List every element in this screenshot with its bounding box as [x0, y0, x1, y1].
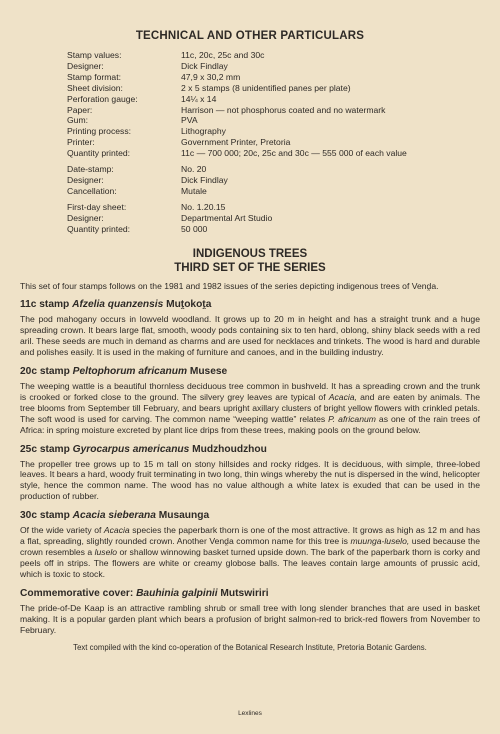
- credit-line: Text compiled with the kind co-operation of the Botanical Research Institute, Pretoria Botanic Gardens.: [73, 643, 427, 653]
- text-run: or shallow winnowing basket turned upside down. The bark of the paperbark thorn is corky and peels off in strips. The flowers are white or creamy globose balls. The leaves contain large amounts of prussic acid, which is toxic to stock.: [20, 547, 480, 579]
- spec-value: Harrison — not phosphorus coated and no watermark: [181, 104, 386, 115]
- local-name: Mutswiriri: [217, 587, 269, 599]
- scientific-name: Gyrocarpus americanus: [72, 443, 190, 455]
- local-name: Musese: [187, 366, 228, 378]
- spec-value: Mutale: [181, 185, 207, 196]
- spec-label: Stamp values:: [67, 50, 122, 60]
- spec-value: 11c, 20c, 25c and 30c: [181, 50, 265, 60]
- spec-label: Stamp format:: [67, 71, 121, 82]
- spec-value: 14¼ x 14: [181, 93, 217, 104]
- spec-value: No. 1.20.15: [181, 201, 226, 212]
- section-heading: [20, 247, 480, 275]
- spec-value: Dick Findlay: [181, 174, 228, 185]
- spec-row: [67, 126, 480, 137]
- spec-value: Dick Findlay: [181, 60, 228, 71]
- italic-run: luselo: [94, 547, 118, 557]
- spec-label: Designer:: [67, 174, 104, 185]
- spec-label: Quantity printed:: [67, 223, 131, 234]
- spec-value: Lithography: [181, 126, 226, 137]
- spec-group-stamps: [67, 50, 480, 159]
- local-name: Mudzhoudzhou: [189, 443, 267, 455]
- spec-row: [67, 115, 480, 126]
- text-run: as one of the rain trees of Africa: in spring moisture excreted by plant lice drips from these trees, making pools on the ground below.: [20, 413, 481, 435]
- spec-row: [67, 186, 480, 197]
- stamp-prefix: 30c stamp: [20, 510, 73, 522]
- spec-label: Perforation gauge:: [67, 93, 138, 104]
- spec-value: 50 000: [181, 223, 208, 234]
- text-run: and are eaten by animals. The tree blooms from September till February, and bears upright axillary clusters of bright yellow flowers with crinkled petals. The soft wood is used for carving. The common name “weeping wattle” relates: [20, 391, 480, 424]
- local-name: Musaunga: [155, 510, 210, 522]
- spec-label: Sheet division:: [67, 82, 123, 93]
- text-run: used because the crown resembles a: [20, 536, 480, 557]
- scientific-name: Bauhinia galpinii: [136, 587, 218, 599]
- spec-row: [67, 105, 480, 116]
- spec-group-firstday: [67, 202, 480, 235]
- section-title-sub: THIRD SET OF THE SERIES: [174, 261, 326, 274]
- spec-row: [67, 148, 480, 159]
- stamp-prefix: 11c stamp: [20, 299, 73, 311]
- spec-group-datestamp: [67, 164, 480, 197]
- spec-label: Cancellation:: [67, 185, 117, 196]
- spec-row: [67, 213, 480, 224]
- spec-row: [67, 72, 480, 83]
- spec-row: [67, 137, 480, 148]
- stamp-prefix: 25c stamp: [20, 443, 73, 455]
- scientific-name: Peltophorum africanum: [72, 366, 188, 378]
- spec-label: Paper:: [67, 104, 93, 115]
- text-run: Of the wide variety of: [20, 525, 104, 536]
- spec-label: Gum:: [67, 115, 89, 126]
- spec-label: Designer:: [67, 60, 104, 71]
- italic-run: P. africanum: [328, 413, 376, 424]
- stamp-heading-30c: [20, 510, 480, 522]
- section-title-main: INDIGENOUS TREES: [192, 247, 308, 260]
- italic-run: muunga-luselo,: [350, 536, 410, 547]
- spec-label: Quantity printed:: [67, 148, 131, 159]
- spec-row: [67, 224, 480, 235]
- stamp-description-11c: The pod mahogany occurs in lowveld woodland. It grows up to 20 m in height and has a straight trunk and a huge spreading crown. It bears large flat, smooth, woody pods containing six to ten hard, oblong, shiny black seeds with a red aril. These seeds are much in demand as charms and are used for necklaces and trinkets. The wood is hard and durable and polishes easily. It is used in the making of furniture and canoes, and in the building industry.: [20, 314, 480, 358]
- text-run: species the paperbark thorn is one of the most attractive. It grows as high as 12 m and has a flat, spreading, slightly rounded crown. Another Venḓa common name for this tree is: [20, 525, 481, 547]
- spec-row: [67, 175, 480, 186]
- spec-row: [67, 61, 480, 72]
- stamp-heading-11c: [20, 299, 480, 311]
- page-title: TECHNICAL AND OTHER PARTICULARS: [135, 30, 365, 42]
- spec-row: [67, 164, 480, 175]
- stamp-description-30c: [20, 525, 480, 580]
- spec-label: Printing process:: [67, 126, 132, 137]
- stamp-prefix: 20c stamp: [20, 366, 73, 378]
- spec-label: First-day sheet:: [67, 201, 127, 212]
- spec-label: Designer:: [67, 212, 104, 223]
- cover-description: The pride-of-De Kaap is an attractive rambling shrub or small tree with long slender branches that are used in basket making. It is a popular garden plant which bears a profusion of bright salmon-red to brick-red flowers from November to February.: [20, 602, 480, 635]
- italic-run: Acacia,: [328, 391, 357, 402]
- text-run: The weeping wattle is a beautiful thornless deciduous tree common in bushveld. It has a spreading crown and the trunk is crooked or forked close to the ground. The silvery grey leaves are typical of: [20, 381, 480, 402]
- spec-value: 2 x 5 stamps (8 unidentified panes per plate): [181, 82, 351, 93]
- spec-label: Date-stamp:: [67, 164, 114, 175]
- printer-footer: Lexlines: [238, 710, 262, 717]
- spec-value: No. 20: [181, 164, 207, 175]
- spec-row: [67, 83, 480, 94]
- italic-run: Acacia: [103, 525, 130, 536]
- cover-heading: [20, 588, 480, 600]
- spec-row: [67, 50, 480, 61]
- stamp-heading-20c: [20, 366, 480, 378]
- stamp-prefix: Commemorative cover:: [20, 587, 137, 599]
- spec-value: Government Printer, Pretoria: [181, 137, 291, 148]
- intro-paragraph: This set of four stamps follows on the 1981 and 1982 issues of the series depicting indigenous trees of Venḓa.: [20, 280, 439, 291]
- spec-value: 11c — 700 000; 20c, 25c and 30c — 555 000 of each value: [181, 148, 407, 159]
- stamp-description-20c: [20, 381, 480, 436]
- spec-row: [67, 94, 480, 105]
- stamp-description-25c: The propeller tree grows up to 15 m tall on stony hillsides and rocky ridges. It is deciduous, with simple, three-lobed leaves. It bears a hard, woody fruit terminating in two long, thin wings whereby the nut is dispersed in the wind, helicopter style, hence the common name. The wood has no value although a white latex is exuded that can be used in the production of rubber.: [20, 458, 481, 502]
- spec-label: Printer:: [67, 137, 95, 148]
- local-name: Muṱokoṱa: [163, 299, 212, 311]
- scientific-name: Afzelia quanzensis: [72, 299, 164, 311]
- spec-value: PVA: [181, 115, 198, 126]
- spec-value: 47,9 x 30,2 mm: [181, 71, 241, 82]
- spec-row: [67, 202, 480, 213]
- stamp-heading-25c: [20, 444, 480, 456]
- spec-value: Departmental Art Studio: [181, 212, 273, 223]
- scientific-name: Acacia sieberana: [72, 510, 156, 522]
